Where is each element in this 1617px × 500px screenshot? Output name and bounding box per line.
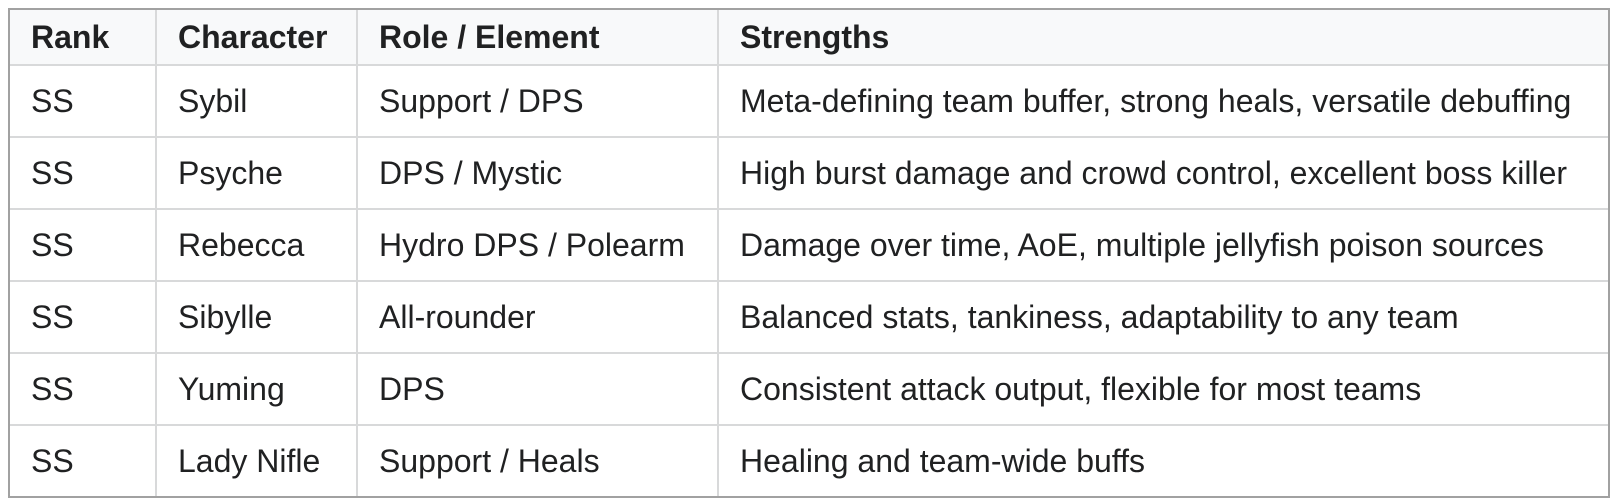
cell-role-element: Support / Heals [358,424,719,496]
cell-character: Sibylle [157,280,358,352]
cell-strengths: Balanced stats, tankiness, adaptability to any team [719,280,1608,352]
column-header-rank: Rank [10,10,157,64]
column-header-character: Character [157,10,358,64]
cell-strengths: Damage over time, AoE, multiple jellyfish poison sources [719,208,1608,280]
cell-role-element: DPS [358,352,719,424]
cell-character: Sybil [157,64,358,136]
cell-character: Yuming [157,352,358,424]
table-row [10,352,1608,424]
cell-character: Psyche [157,136,358,208]
cell-role-element: All-rounder [358,280,719,352]
table-header [10,10,1608,64]
table-row [10,136,1608,208]
table-body [10,64,1608,496]
table-row [10,208,1608,280]
cell-strengths: High burst damage and crowd control, excellent boss killer [719,136,1608,208]
cell-role-element: DPS / Mystic [358,136,719,208]
cell-role-element: Hydro DPS / Polearm [358,208,719,280]
table-row [10,64,1608,136]
cell-rank: SS [10,352,157,424]
cell-character: Lady Nifle [157,424,358,496]
cell-role-element: Support / DPS [358,64,719,136]
header-row [10,10,1608,64]
cell-rank: SS [10,136,157,208]
cell-rank: SS [10,208,157,280]
cell-character: Rebecca [157,208,358,280]
cell-strengths: Healing and team-wide buffs [719,424,1608,496]
column-header-strengths: Strengths [719,10,1608,64]
cell-strengths: Meta-defining team buffer, strong heals, versatile debuffing [719,64,1608,136]
cell-strengths: Consistent attack output, flexible for most teams [719,352,1608,424]
cell-rank: SS [10,280,157,352]
table-row [10,280,1608,352]
column-header-role: Role / Element [358,10,719,64]
tier-list-table [8,8,1610,498]
cell-rank: SS [10,424,157,496]
table-row [10,424,1608,496]
cell-rank: SS [10,64,157,136]
